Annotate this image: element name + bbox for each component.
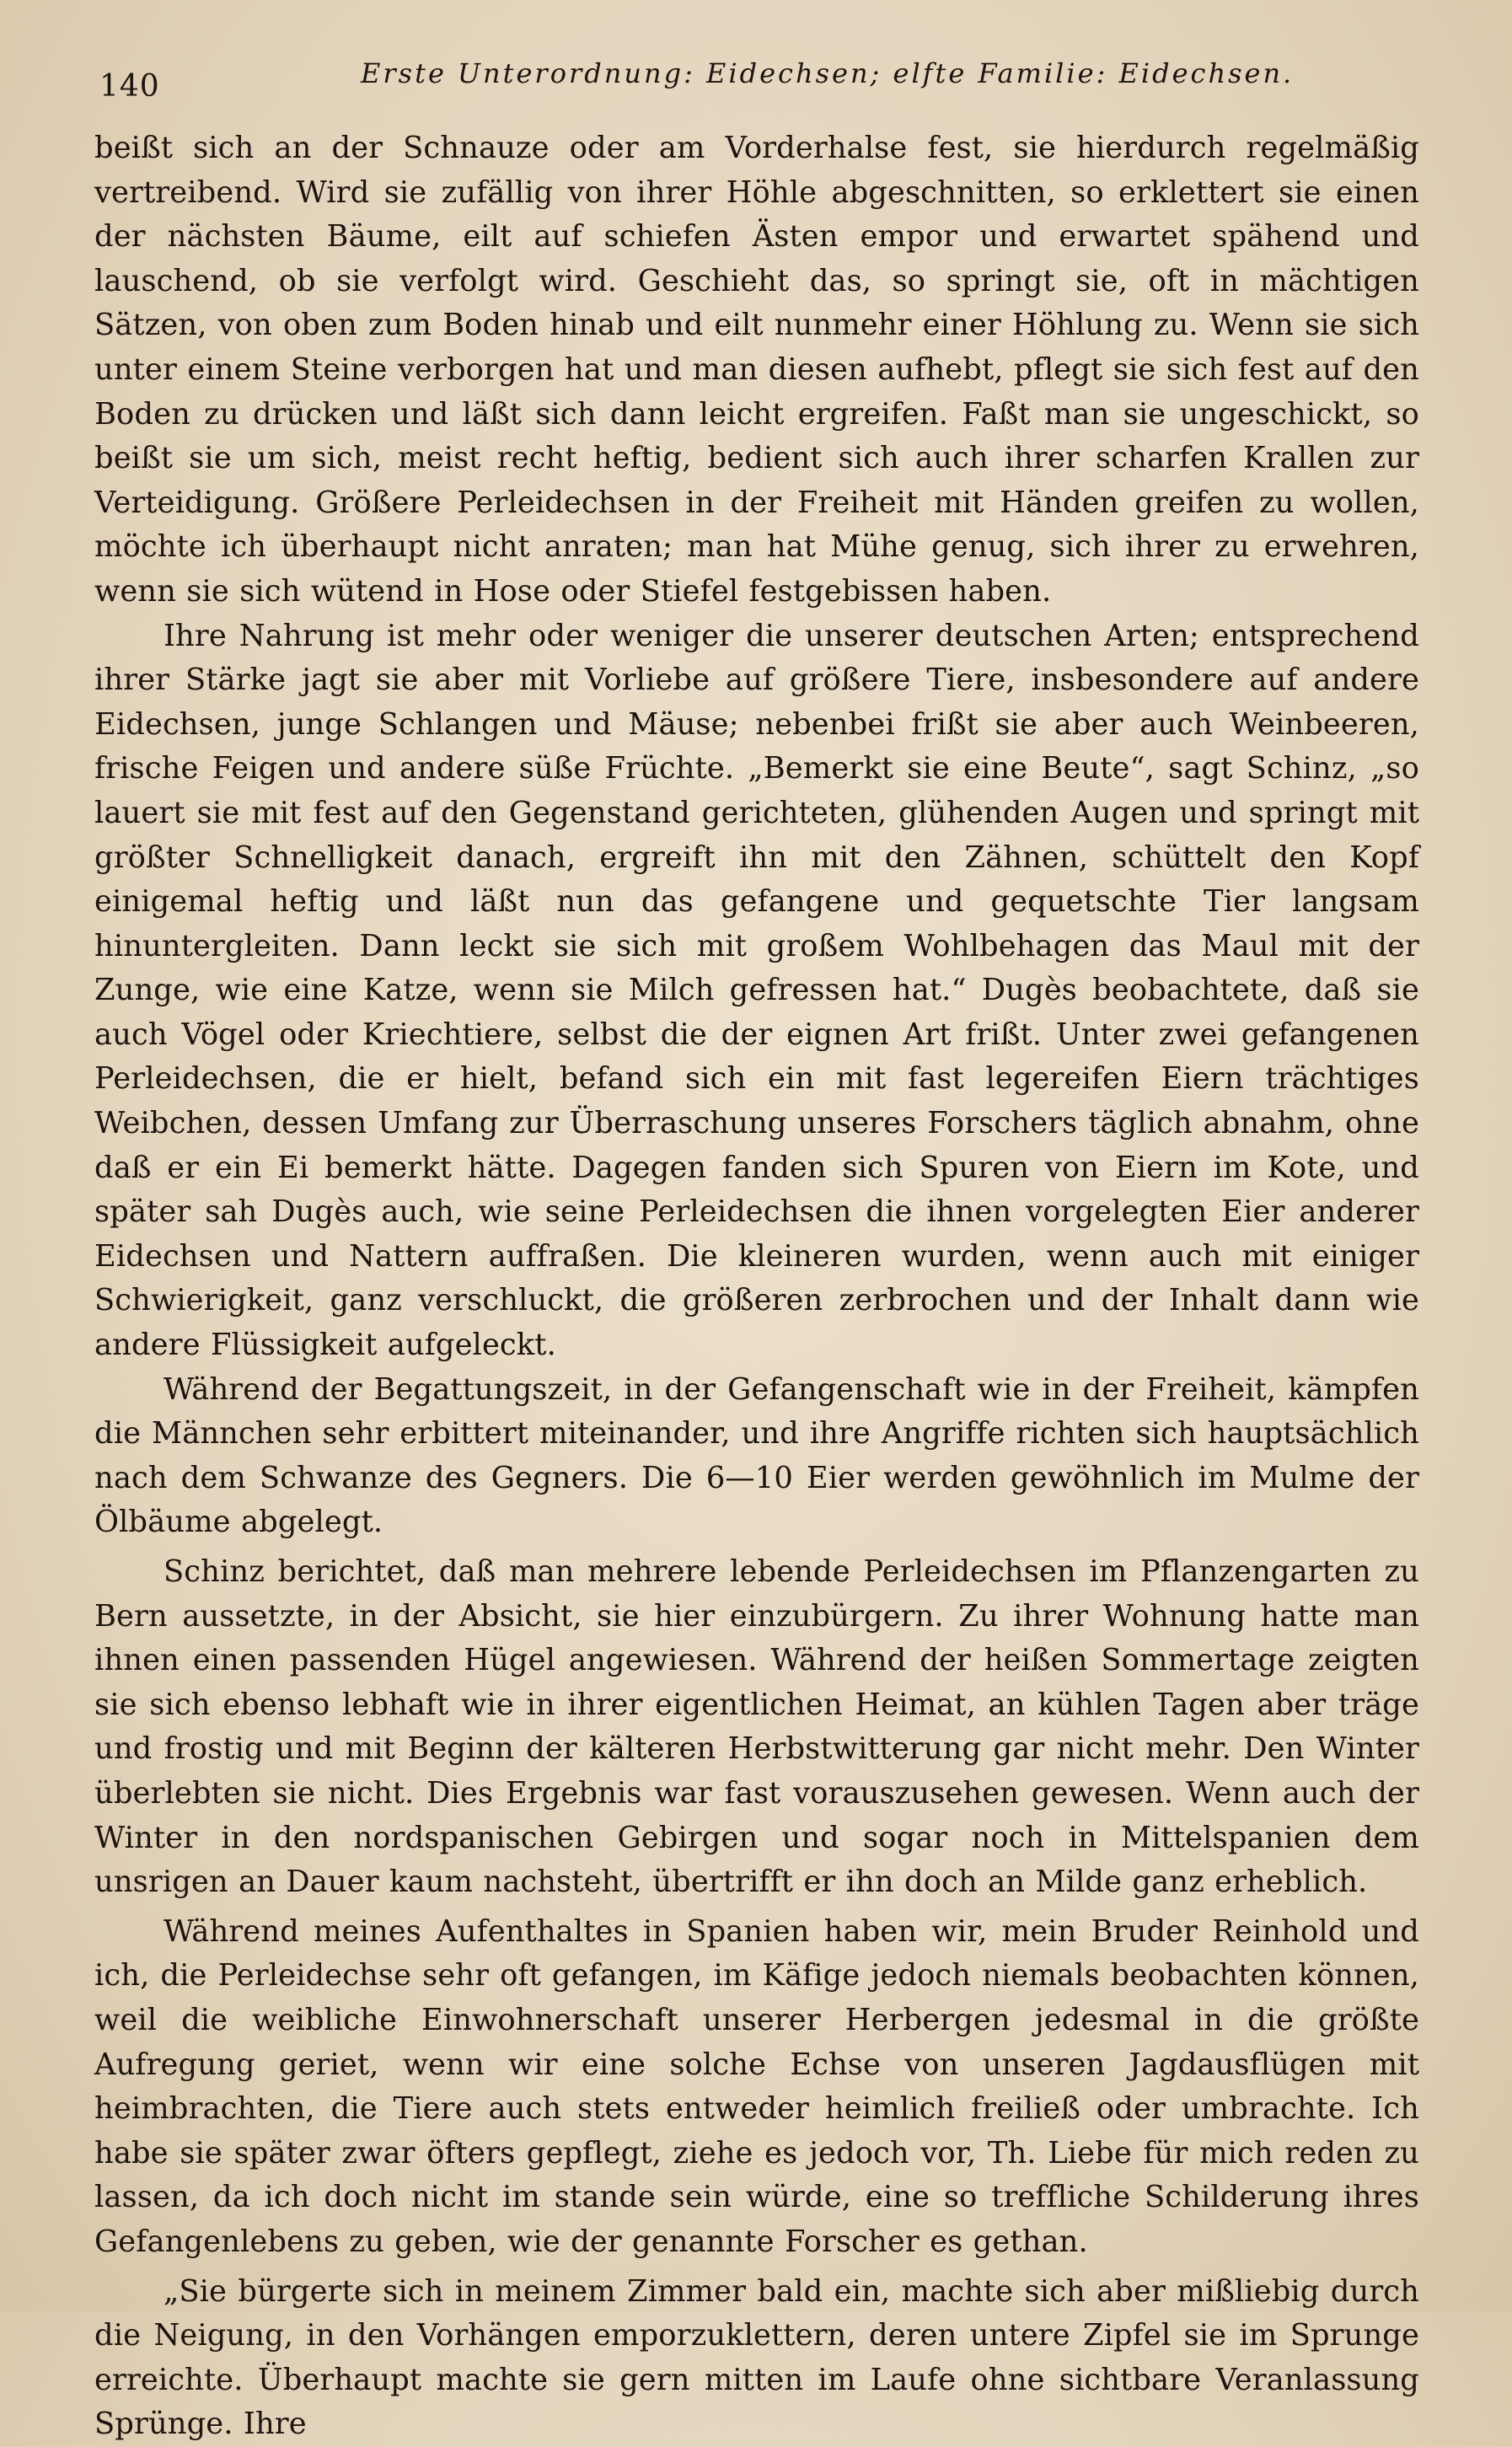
paragraph: Schinz berichtet, daß man mehrere lebende Perleidechsen im Pflanzengarten zu Bern aussetzte, in der Absicht, sie hier einzubürgern. Zu ihrer Wohnung hatte man ihnen einen passenden Hügel angewiesen. Während der heißen Sommertage zeigten sie sich ebenso lebhaft wie in ihrer eigentlichen Heimat, an kühlen Tagen aber träge und frostig und mit Beginn der kälteren Herbstwitterung gar nicht mehr. Den Winter überlebten sie nicht. Dies Ergebnis war fast vorauszusehen gewesen. Wenn auch der Winter in den nordspanischen Gebirgen und sogar noch in Mittelspanien dem unsrigen an Dauer kaum nachsteht, übertrifft er ihn doch an Milde ganz erheblich. (94, 1554, 1419, 1900)
running-title: Erste Unterordnung: Eidechsen; elfte Familie: Eidechsen. (361, 57, 1295, 89)
paragraph: Während meines Aufenthaltes in Spanien haben wir, mein Bruder Reinhold und ich, die Perleidechse sehr oft gefangen, im Käfige jedoch niemals beobachten können, weil die weibliche Einwohnerschaft unserer Herbergen jedesmal in die größte Aufregung geriet, wenn wir eine solche Echse von unseren Jagdausflügen mit heimbrachten, die Tiere auch stets entweder heimlich freiließ oder umbrachte. Ich habe sie später zwar öfters gepflegt, ziehe es jedoch vor, Th. Liebe für mich reden zu lassen, da ich doch nicht im stande sein würde, eine so treffliche Schilderung ihres Gefangenlebens zu geben, wie der genannte Forscher es gethan. (94, 1913, 1419, 2259)
page-number: 140 (99, 69, 160, 104)
book-page (94, 57, 1419, 2442)
paragraph: beißt sich an der Schnauze oder am Vorderhalse fest, sie hierdurch regelmäßig vertreibend. Wird sie zufällig von ihrer Höhle abgeschnitten, so erklettert sie einen der nächsten Bäume, eilt auf schiefen Ästen empor und erwartet spähend und lauschend, ob sie verfolgt wird. Geschieht das, so springt sie, oft in mächtigen Sätzen, von oben zum Boden hinab und eilt nunmehr einer Höhlung zu. Wenn sie sich unter einem Steine verborgen hat und man diesen aufhebt, pflegt sie sich fest auf den Boden zu drücken und läßt sich dann leicht ergreifen. Faßt man sie ungeschickt, so beißt sie um sich, meist recht heftig, bedient sich auch ihrer scharfen Krallen zur Verteidigung. Größere Perleidechsen in der Freiheit mit Händen greifen zu wollen, möchte ich überhaupt nicht anraten; man hat Mühe genug, sich ihrer zu erwehren, wenn sie sich wütend in Hose oder Stiefel festgebissen haben. (94, 131, 1419, 609)
paragraph: Ihre Nahrung ist mehr oder weniger die unserer deutschen Arten; entsprechend ihrer Stärke jagt sie aber mit Vorliebe auf größere Tiere, insbesondere auf andere Eidechsen, junge Schlangen und Mäuse; nebenbei frißt sie aber auch Weinbeeren, frische Feigen und andere süße Früchte. „Bemerkt sie eine Beute“, sagt Schinz, „so lauert sie mit fest auf den Gegenstand gerichteten, glühenden Augen und springt mit größter Schnelligkeit danach, ergreift ihn mit den Zähnen, schüttelt den Kopf einigemal heftig und läßt nun das gefangene und gequetschte Tier langsam hinuntergleiten. Dann leckt sie sich mit großem Wohlbehagen das Maul mit der Zunge, wie eine Katze, wenn sie Milch gefressen hat.“ Dugès beobachtete, daß sie auch Vögel oder Kriechtiere, selbst die der eignen Art frißt. Unter zwei gefangenen Perleidechsen, die er hielt, befand sich ein mit fast legereifen Eiern trächtiges Weibchen, dessen Umfang zur Überraschung unseres Forschers täglich abnahm, ohne daß er ein Ei bemerkt hätte. Dagegen fanden sich Spuren von Eiern im Kote, und später sah Dugès auch, wie seine Perleidechsen die ihnen vorgelegten Eier anderer Eidechsen und Nattern auffraßen. Die kleineren wurden, wenn auch mit einiger Schwierigkeit, ganz verschluckt, die größeren zerbrochen und der Inhalt dann wie andere Flüssigkeit aufgeleckt. (94, 618, 1419, 1363)
paragraph: „Sie bürgerte sich in meinem Zimmer bald ein, machte sich aber mißliebig durch die Neigung, in den Vorhängen emporzuklettern, deren untere Zipfel sie im Sprunge erreichte. Überhaupt machte sie gern mitten im Laufe ohne sichtbare Veranlassung Sprünge. Ihre (94, 2273, 1419, 2442)
paragraph: Während der Begattungszeit, in der Gefangenschaft wie in der Freiheit, kämpfen die Männchen sehr erbittert miteinander, und ihre Angriffe richten sich hauptsächlich nach dem Schwanze des Gegners. Die 6—10 Eier werden gewöhnlich im Mulme der Ölbäume abgelegt. (94, 1371, 1419, 1540)
running-header (94, 57, 1419, 108)
